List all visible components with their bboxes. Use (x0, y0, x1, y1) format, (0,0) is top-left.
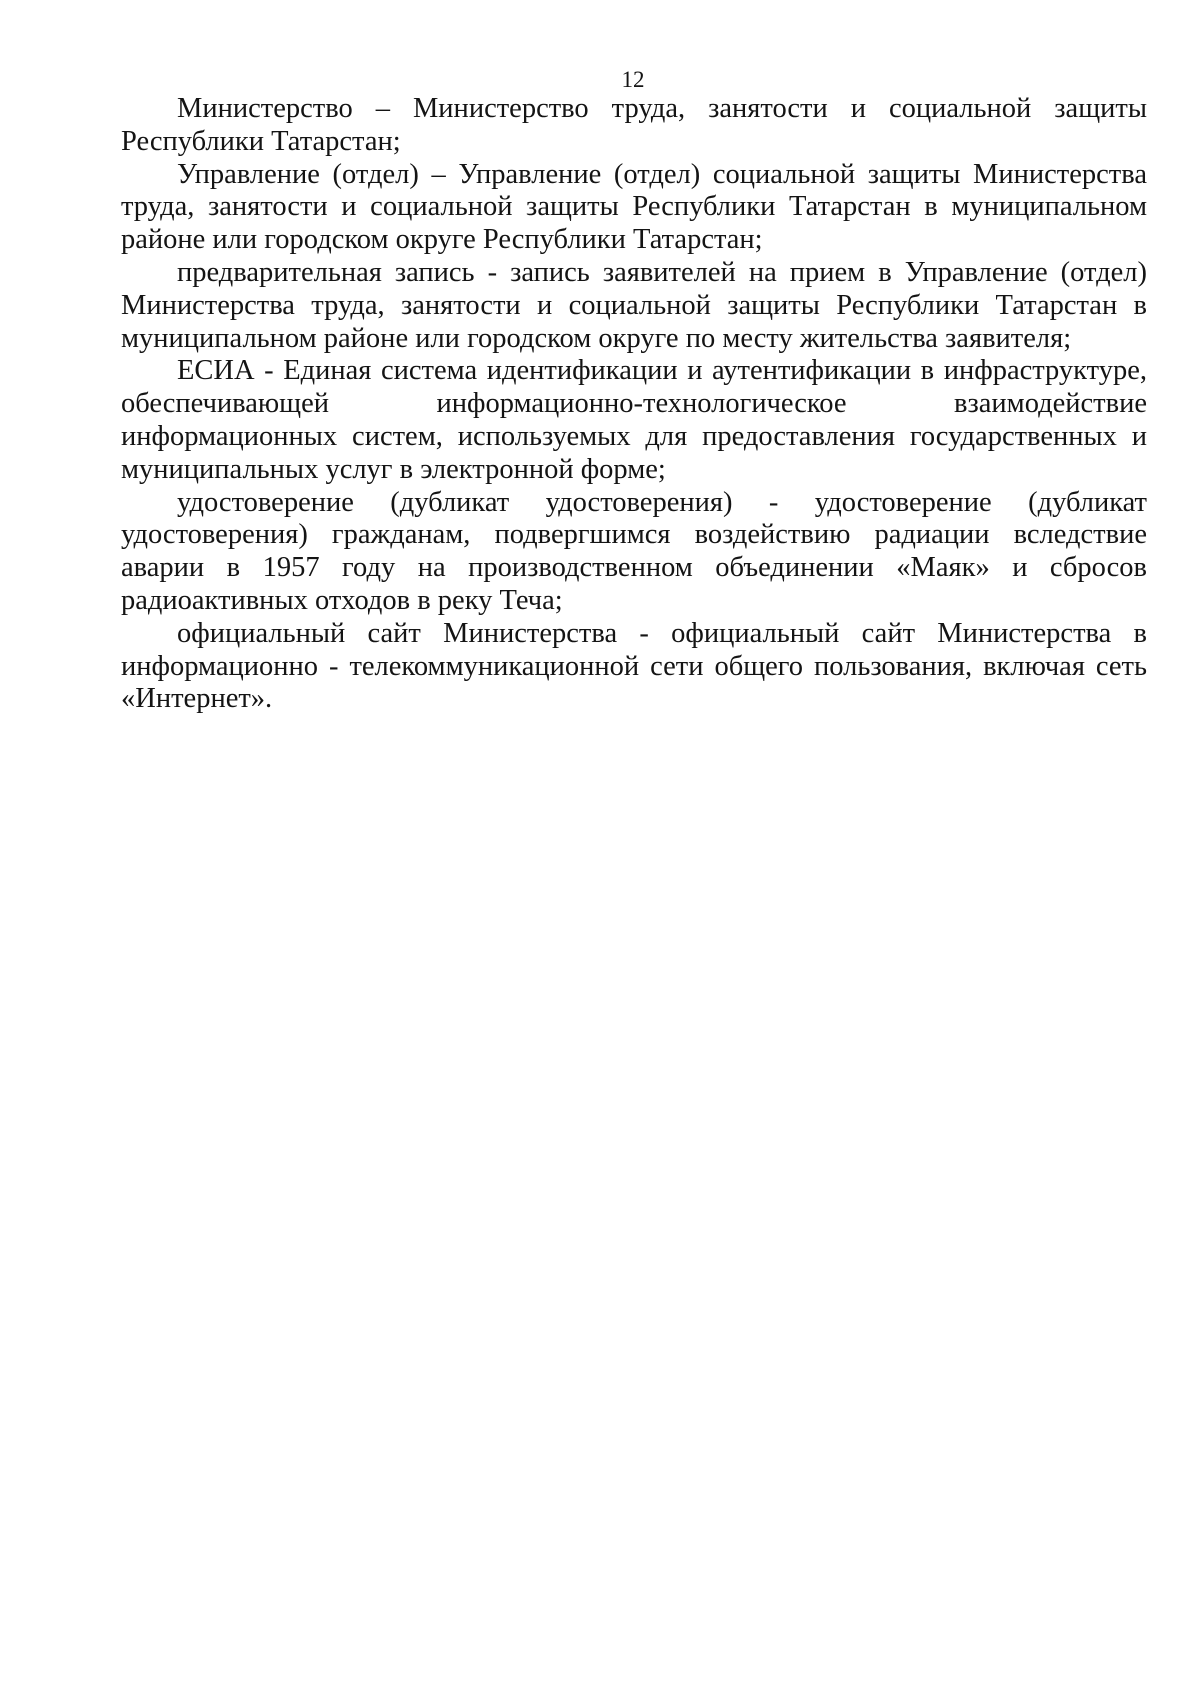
paragraph-official-site-definition: официальный сайт Министерства - официальный сайт Министерства в информационно - телекоммуникационной сети общего пользования, включая сеть «Интернет». (121, 617, 1147, 715)
page-number: 12 (621, 67, 645, 92)
paragraph-certificate-definition: удостоверение (дубликат удостоверения) - удостоверение (дубликат удостоверения) гражданам, подвергшимся воздействию радиации вследствие аварии в 1957 году на производственном объединении «Маяк» и сбросов радиоактивных отходов в реку Теча; (121, 486, 1147, 616)
paragraph-ministry-definition: Министерство – Министерство труда, занятости и социальной защиты Республики Татарстан; (121, 93, 1147, 157)
paragraph-pre-registration-definition: предварительная запись - запись заявителей на прием в Управление (отдел) Министерства труда, занятости и социальной защиты Республики Татарстан в муниципальном районе или городском округе по месту жительства заявителя; (121, 256, 1147, 354)
paragraph-department-definition: Управление (отдел) – Управление (отдел) социальной защиты Министерства труда, занятости и социальной защиты Республики Татарстан в муниципальном районе или городском округе Республики Татарстан; (121, 158, 1147, 256)
paragraph-esia-definition: ЕСИА - Единая система идентификации и аутентификации в инфраструктуре, обеспечивающей информационно-технологическое взаимодействие информационных систем, используемых для предоставления государственных и муниципальных услуг в электронной форме; (121, 355, 1147, 485)
document-body (121, 93, 1147, 716)
